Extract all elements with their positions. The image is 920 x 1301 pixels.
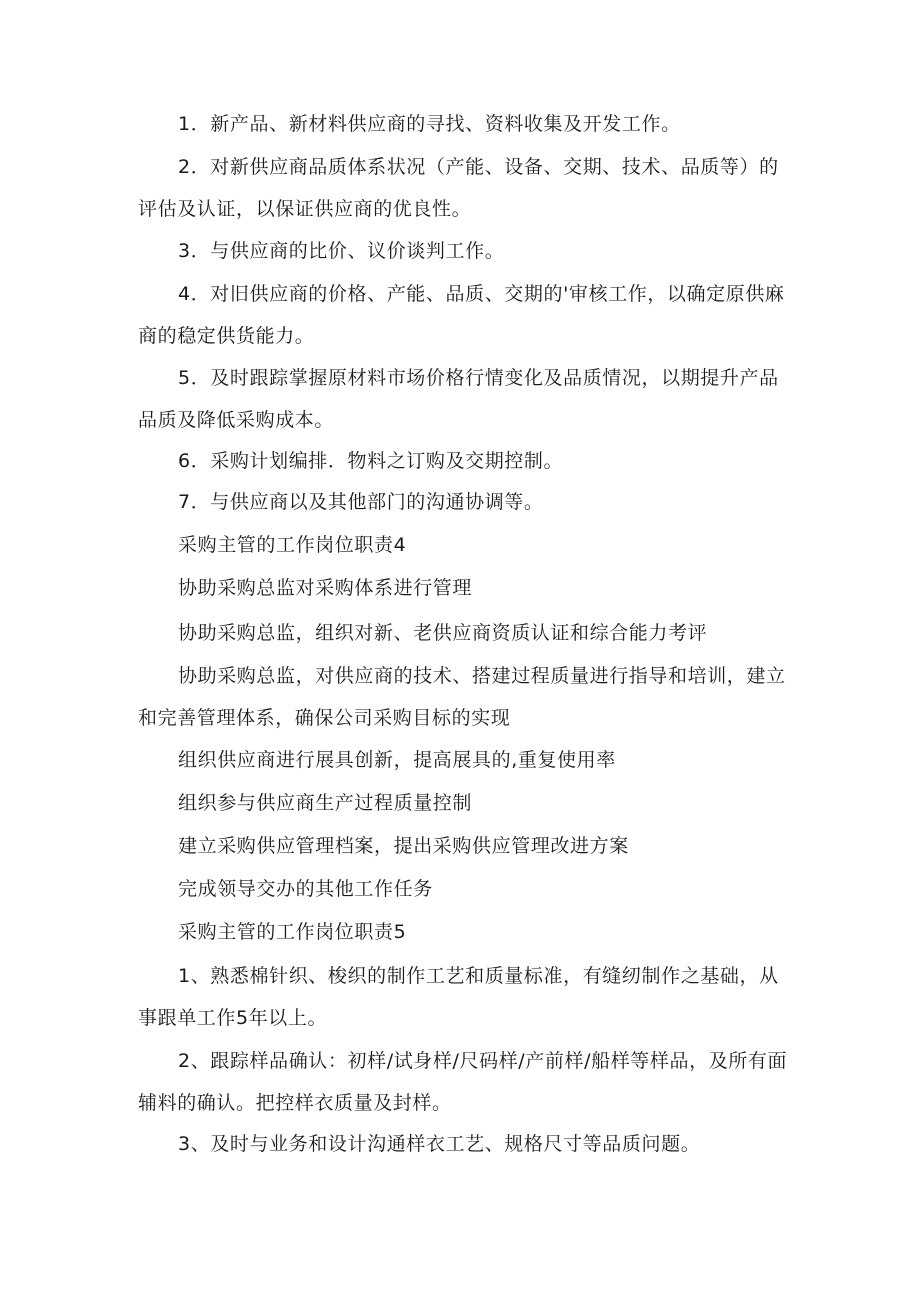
paragraph-10: 协助采购总监，对供应商的技术、搭建过程质量进行指导和培训，建立和完善管理体系，确保公司采购目标的实现 xyxy=(138,665,786,729)
paragraph-4: 4．对旧供应商的价格、产能、品质、交期的'审核工作，以确定原供麻商的稳定供货能力。 xyxy=(138,283,785,347)
paragraph-1: 1．新产品、新材料供应商的寻找、资料收集及开发工作。 xyxy=(178,113,681,135)
paragraph-17: 3、及时与业务和设计沟通样衣工艺、规格尺寸等品质问题。 xyxy=(178,1133,701,1155)
paragraph-2: 2．对新供应商品质体系状况（产能、设备、交期、技术、品质等）的评估及认证，以保证供应商的优良性。 xyxy=(138,156,779,220)
paragraph-7: 7．与供应商以及其他部门的沟通协调等。 xyxy=(178,491,544,513)
paragraph-11: 组织供应商进行展具创新，提高展具的,重复使用率 xyxy=(178,749,616,771)
paragraph-6: 6．采购计划编排．物料之订购及交期控制。 xyxy=(178,450,564,472)
paragraph-16: 2、跟踪样品确认：初样/试身样/尺码样/产前样/船样等样品，及所有面辅料的确认。把控样衣质量及封样。 xyxy=(138,1050,788,1114)
paragraph-14: 完成领导交办的其他工作任务 xyxy=(178,878,433,900)
section-heading-5: 采购主管的工作岗位职责5 xyxy=(178,921,407,943)
paragraph-13: 建立采购供应管理档案，提出采购供应管理改进方案 xyxy=(178,835,629,857)
paragraph-8: 协助采购总监对采购体系进行管理 xyxy=(178,577,473,599)
paragraph-12: 组织参与供应商生产过程质量控制 xyxy=(178,792,473,814)
paragraph-15: 1、熟悉棉针织、梭织的制作工艺和质量标准，有缝纫制作之基础，从事跟单工作5年以上。 xyxy=(138,965,779,1029)
paragraph-9: 协助采购总监，组织对新、老供应商资质认证和综合能力考评 xyxy=(178,622,708,644)
paragraph-5: 5．及时跟踪掌握原材料市场价格行情变化及品质情况，以期提升产品品质及降低采购成本。 xyxy=(138,367,779,431)
section-heading-4: 采购主管的工作岗位职责4 xyxy=(178,534,407,556)
paragraph-3: 3．与供应商的比价、议价谈判工作。 xyxy=(178,240,505,262)
